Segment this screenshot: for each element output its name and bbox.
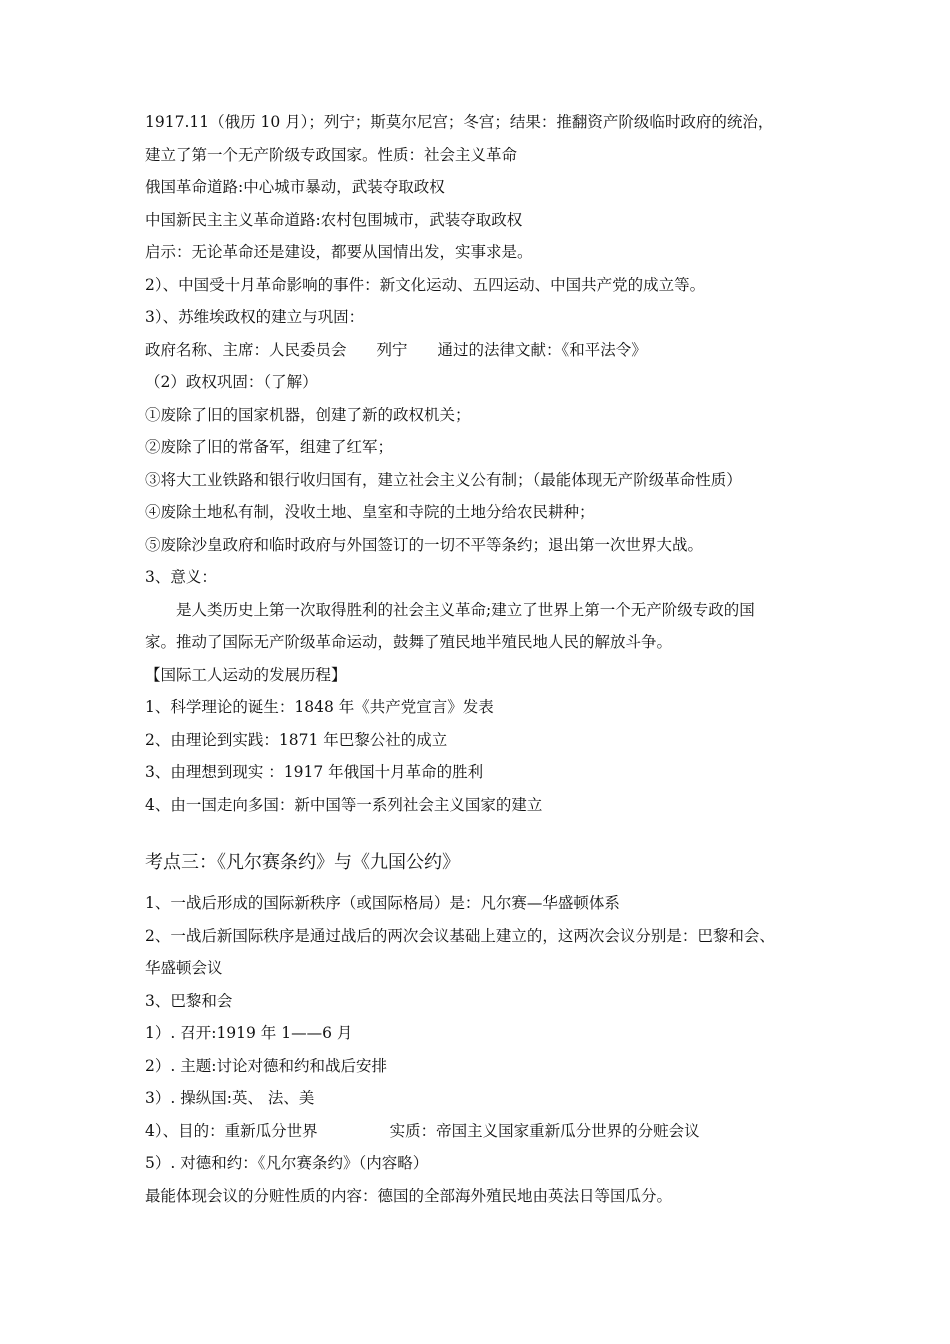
list-item: 1、科学理论的诞生：1848 年《共产党宣言》发表 xyxy=(145,698,494,716)
essence-text: 实质：帝国主义国家重新瓜分世界的分赃会议 xyxy=(389,1121,700,1140)
significance-line: 家。推动了国际无产阶级革命运动，鼓舞了殖民地半殖民地人民的解放斗争。 xyxy=(145,633,673,651)
government-line xyxy=(145,340,825,373)
text-line: ④废除土地私有制，没收土地、皇室和寺院的土地分给农民耕种； xyxy=(145,503,595,521)
list-item: 2、由理论到实践：1871 年巴黎公社的成立 xyxy=(145,730,448,749)
text-line: 2）. 主题:讨论对德和约和战后安排 xyxy=(145,1056,387,1075)
significance-line: 是人类历史上第一次取得胜利的社会主义革命;建立了世界上第一个无产阶级专政的国 xyxy=(176,600,755,619)
text-line: （2）政权巩固：（了解） xyxy=(145,373,318,391)
text-line: 3、意义： xyxy=(145,568,217,586)
text-line: ③将大工业铁路和银行收归国有，建立社会主义公有制；（最能体现无产阶级革命性质） xyxy=(145,470,742,489)
text-line: 建立了第一个无产阶级专政国家。性质：社会主义革命 xyxy=(145,145,518,164)
text-line: 1、一战后形成的国际新秩序（或国际格局）是：凡尔赛—华盛顿体系 xyxy=(145,894,620,912)
list-item: 4、由一国走向多国：新中国等一系列社会主义国家的建立 xyxy=(145,795,543,814)
text-line: 启示：无论革命还是建设，都要从国情出发，实事求是。 xyxy=(145,243,533,261)
text-line: ①废除了旧的国家机器，创建了新的政权机关； xyxy=(145,405,471,424)
text-line: ⑤废除沙皇政府和临时政府与外国签订的一切不平等条约；退出第一次世界大战。 xyxy=(145,535,704,554)
text-line: 2、一战后新国际秩序是通过战后的两次会议基础上建立的，这两次会议分别是：巴黎和会、 xyxy=(145,926,775,945)
spacer xyxy=(145,827,825,851)
text-line: 3、巴黎和会 xyxy=(145,991,233,1010)
text-line: 1）. 召开:1919 年 1——6 月 xyxy=(145,1024,353,1042)
text-line: 5）. 对德和约：《凡尔赛条约》（内容略） xyxy=(145,1154,429,1172)
document-body xyxy=(145,112,825,1218)
chairman-name: 列宁 xyxy=(376,340,408,359)
text-line: 1917.11（俄历 10 月）；列宁；斯莫尔尼宫；冬宫；结果：推翻资产阶级临时政府的统治， xyxy=(145,113,774,131)
text-line: 2）、中国受十月革命影响的事件：新文化运动、五四运动、中国共产党的成立等。 xyxy=(145,275,706,294)
text-line: 最能体现会议的分赃性质的内容：德国的全部海外殖民地由英法日等国瓜分。 xyxy=(145,1186,673,1205)
government-name: 政府名称、主席：人民委员会 xyxy=(145,340,347,359)
text-line: 中国新民主主义革命道路:农村包围城市，武装夺取政权 xyxy=(145,210,523,229)
purpose-text: 4）、目的：重新瓜分世界 xyxy=(145,1121,318,1140)
section-title: 【国际工人运动的发展历程】 xyxy=(145,665,347,684)
legal-document: 通过的法律文献：《和平法令》 xyxy=(437,340,647,359)
text-line: 华盛顿会议 xyxy=(145,959,223,977)
list-item: 3、由理想到现实 ：1917 年俄国十月革命的胜利 xyxy=(145,763,484,781)
section-heading: 考点三：《凡尔赛条约》与《九国公约》 xyxy=(145,852,460,873)
purpose-line xyxy=(145,1121,825,1154)
text-line: ②废除了旧的常备军，组建了红军； xyxy=(145,438,394,456)
text-line: 俄国革命道路:中心城市暴动，武装夺取政权 xyxy=(145,178,445,196)
text-line: 3）. 操纵国:英、 法、美 xyxy=(145,1089,315,1107)
text-line: 3）、苏维埃政权的建立与巩固： xyxy=(145,308,365,326)
